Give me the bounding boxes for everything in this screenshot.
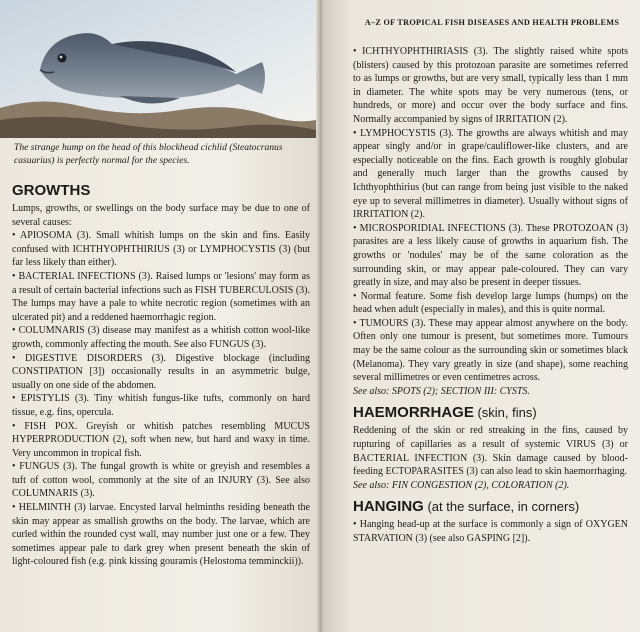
right-column [353, 45, 628, 546]
growths-see-also: See also: SPOTS (2); SECTION III: CYSTS. [353, 385, 530, 397]
haemorrhage-qualifier: (skin, fins) [473, 405, 537, 421]
growths-section [12, 182, 310, 569]
photo-caption: The strange hump on the head of this blockhead cichlid (Steatocranus casuarius) is perfectly normal for the species. [14, 142, 283, 166]
blockhead-cichlid-image [0, 0, 316, 138]
entry-bacterial-infections: • BACTERIAL INFECTIONS (3). Raised lumps or 'lesions' may form as a result of certain bacterial infections such as FISH TUBERCULOSIS (3). The lumps may have a pale to white necrotic region (sometimes with an ulcerated pit) and a reddened haemorrhagic region. [12, 270, 310, 323]
running-head: A–Z OF TROPICAL FISH DISEASES AND HEALTH PROBLEMS [364, 18, 620, 27]
fish-photo [0, 0, 316, 138]
entry-ichthyophthiriasis: • ICHTHYOPHTHIRIASIS (3). The slightly raised white spots (blisters) caused by this protozoan parasite are sometimes referred to as lumps or growths, but are very small, typically less than 1 mm in diameter. The white spots may be very numerous (tens, or hundreds, or more) and occur over the body surface and fins. Normally accompanied by signs of IRRITATION (2). [353, 46, 628, 125]
hanging-title: HANGING [353, 498, 424, 516]
haemorrhage-text: Reddening of the skin or red streaking in the fins, caused by rupturing of capillaries as a result of systemic VIRUS (3) or BACTERIAL INFECTION (3). Skin damage caused by blood-feeding ECTOPARASITES (3) can also lead to skin haemorrhaging. [353, 425, 628, 478]
entry-apiosoma: • APIOSOMA (3). Small whitish lumps on the skin and fins. Easily confused with ICHTHYOPHTHIRIUS (3) or LYMPHOCYSTIS (3) (but far less likely than either). [12, 230, 310, 269]
hanging-text: • Hanging head-up at the surface is commonly a sign of OXYGEN STARVATION (3) (see also GASPING [2]). [353, 519, 628, 544]
entry-digestive-disorders: • DIGESTIVE DISORDERS (3). Digestive blockage (including CONSTIPATION [3]) occasionally results in an asymmetric bulge, usually on one side of the abdomen. [12, 352, 310, 391]
entry-fungus: • FUNGUS (3). The fungal growth is white or greyish and resembles a tuft of cotton wool, commonly at the site of an INJURY (3). See also COLUMNARIS (3). [12, 461, 310, 500]
hanging-heading [353, 498, 628, 516]
entry-microsporidial-infections: • MICROSPORIDIAL INFECTIONS (3). These PROTOZOAN (3) parasites are a less likely cause of growths in aquarium fish. The growths or 'nodules' may be of the same coloration as the surrounding skin, or may appear pale-coloured. They can vary greatly in size, and may also be present in deeper tissues. [353, 222, 628, 289]
entry-epistylis: • EPISTYLIS (3). Tiny whitish fungus-like tufts, commonly on hard tissue, e.g. fins, opercula. [12, 393, 310, 418]
entry-lymphocystis: • LYMPHOCYSTIS (3). The growths are always whitish and may appear singly and/or in grape/cauliflower-like clusters, and are especially noticeable on the fins. Each growth is roughly globular and generally much larger than the growths caused by Ichthyophthirius (but can range from being just visible to the naked eye up to several millimetres in diameter). Usually without signs of IRRITATION (2). [353, 127, 628, 221]
entry-normal-feature: • Normal feature. Some fish develop large lumps (humps) on the head when adult (especially in males), and this is quite normal. [353, 290, 628, 316]
growths-heading: GROWTHS [12, 182, 91, 199]
growths-intro: Lumps, growths, or swellings on the body surface may be due to one of several causes: [12, 203, 310, 228]
entry-helminth: • HELMINTH (3) larvae. Encysted larval helminths residing beneath the skin may appear as smallish growths on the body. The larvae, which are curled within the rounded cyst wall, may number just one or a few. They sometimes appear pale to dark grey when present beneath the skin of light-coloured fish (e.g. pink kissing gouramis (Helostoma temminckii)). [12, 502, 310, 568]
entry-fish-pox: • FISH POX. Greyish or whitish patches resembling MUCUS HYPERPRODUCTION (2), soft when new, but hard and waxy in time. Very uncommon in tropical fish. [12, 420, 310, 459]
right-page [320, 0, 640, 632]
haemorrhage-see-also: See also: FIN CONGESTION (2), COLORATION (2). [353, 479, 570, 491]
hanging-qualifier: (at the surface, in corners) [423, 499, 580, 515]
book-gutter [316, 0, 324, 632]
entry-tumours: • TUMOURS (3). These may appear almost anywhere on the body. Often only one tumour is present, but sometimes more. Tumours may be the same colour as the surrounding skin or sometimes black (Melanoma). They vary greatly in size (and shape), some reaching several millimetres or even centimetres across. [353, 317, 628, 384]
haemorrhage-heading [353, 404, 628, 422]
haemorrhage-title: HAEMORRHAGE [353, 404, 474, 422]
entry-columnaris: • COLUMNARIS (3) disease may manifest as a whitish cotton wool-like growth, commonly affecting the mouth. See also FUNGUS (3). [12, 325, 310, 350]
